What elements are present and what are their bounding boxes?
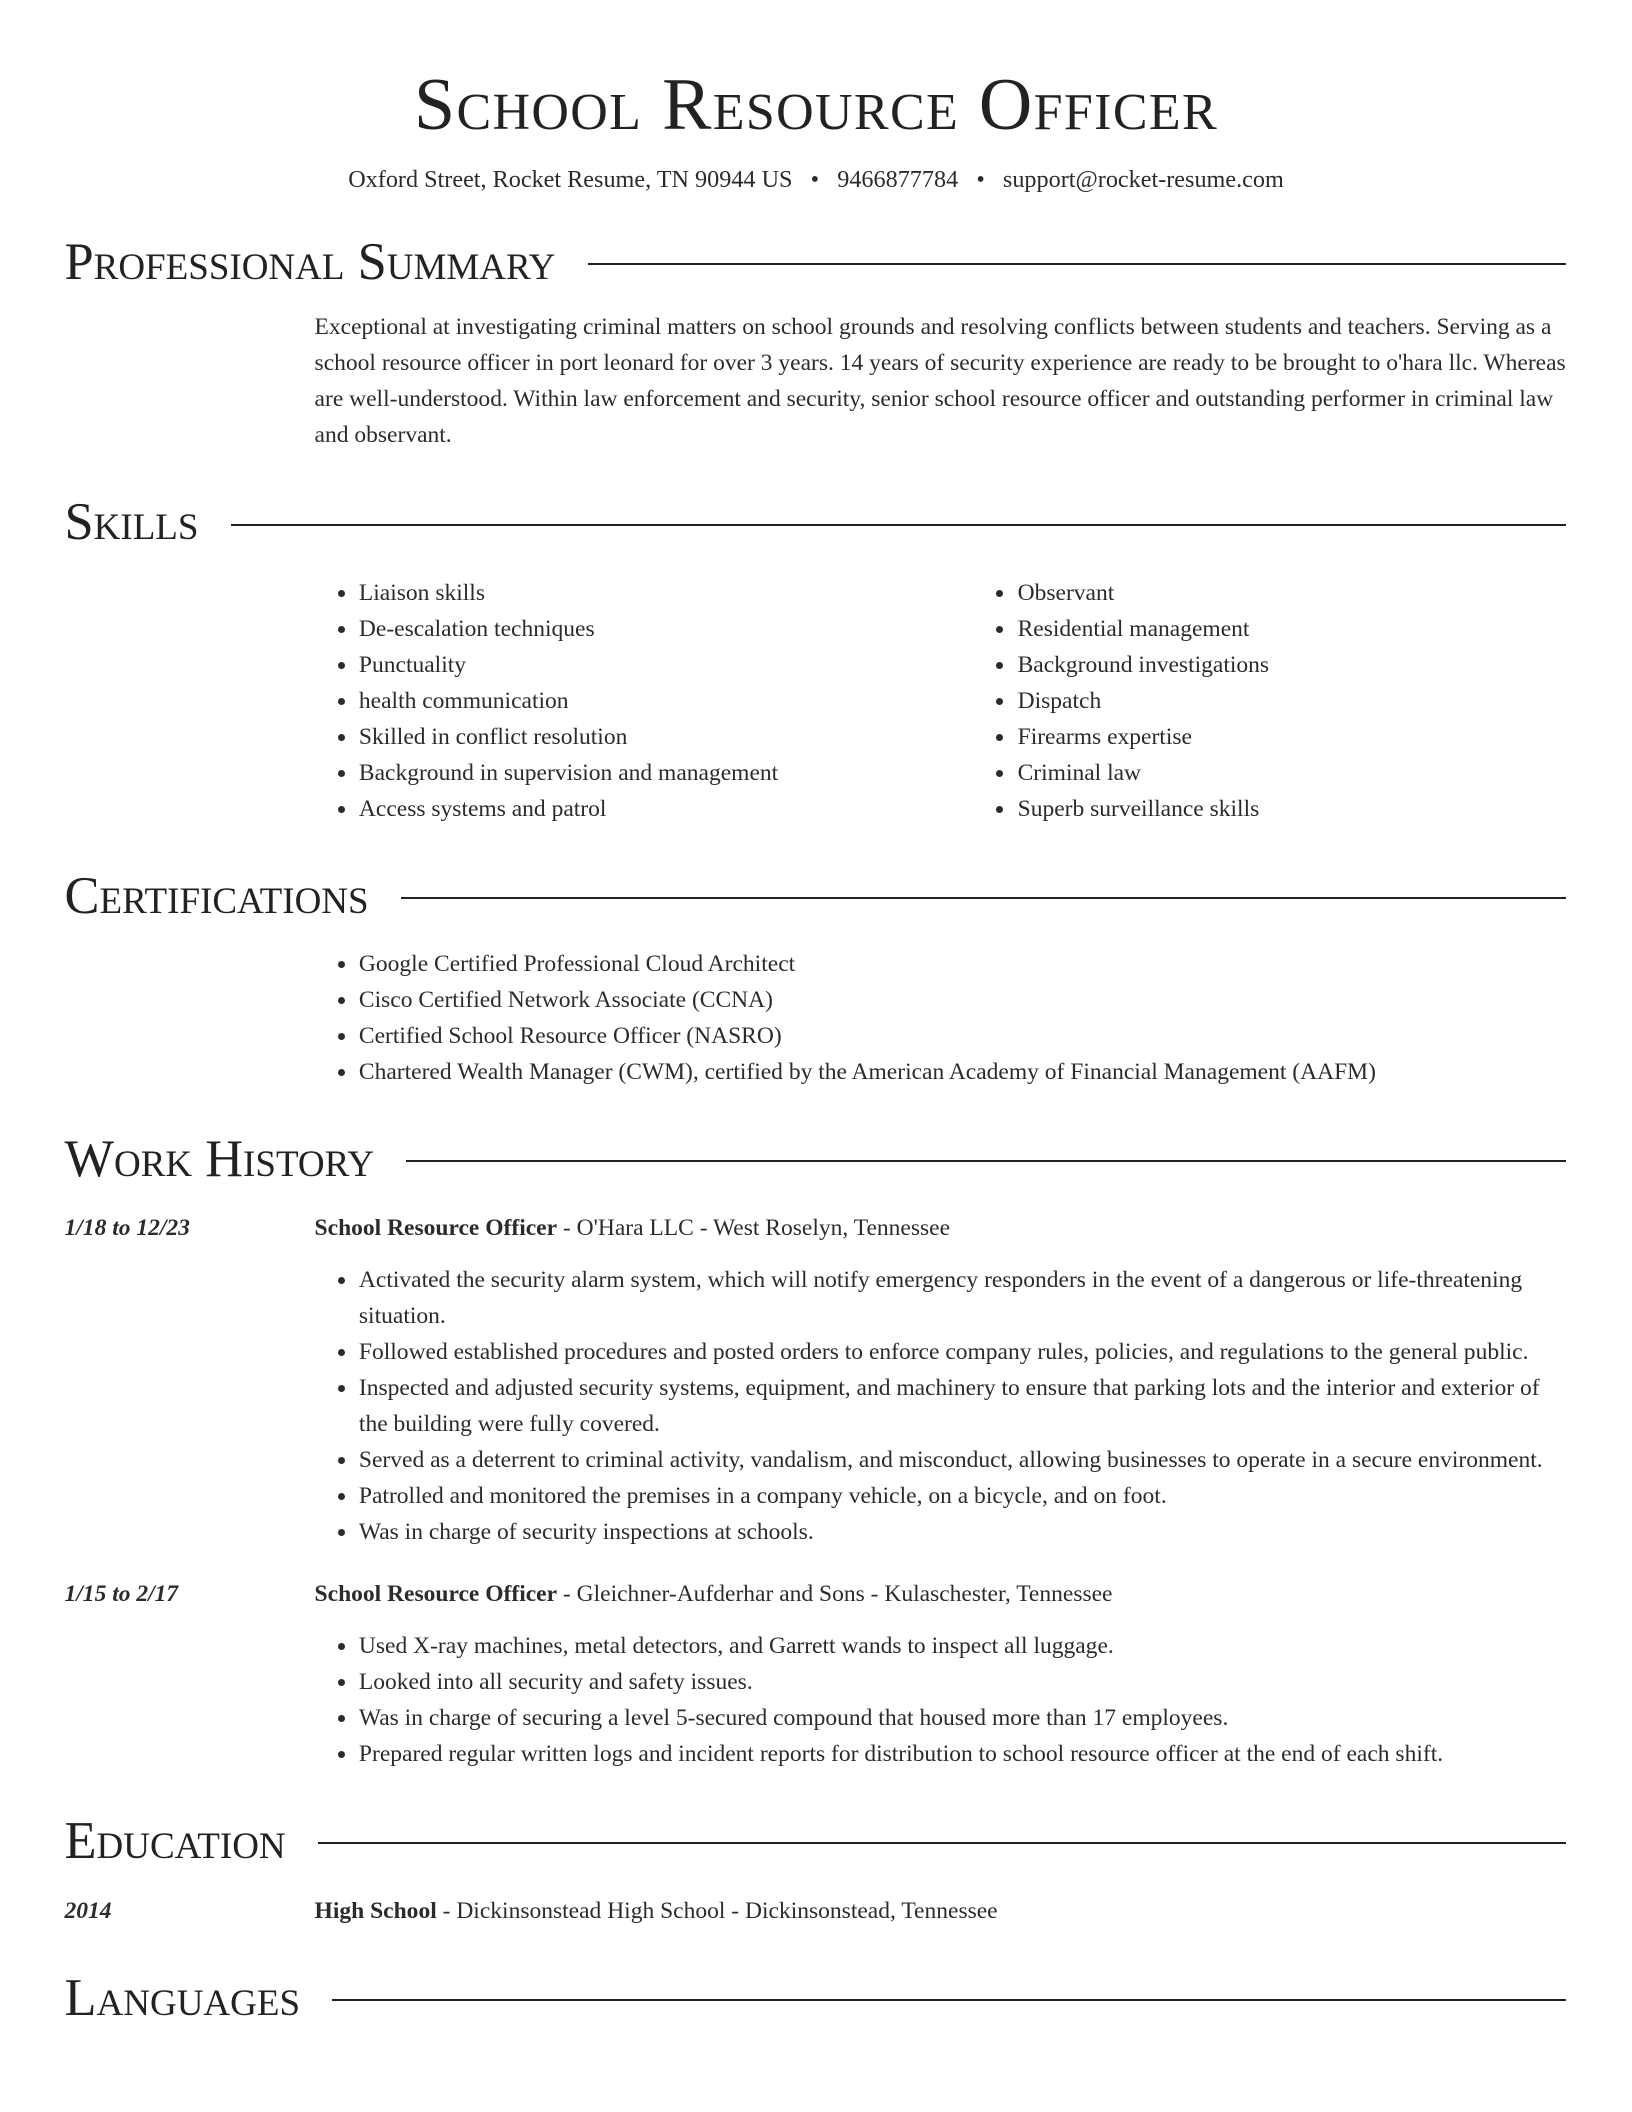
- skill-item: • Superb surveillance skills: [1016, 792, 1632, 828]
- job-employer-location: - O'Hara LLC - West Roselyn, Tennessee: [557, 1215, 951, 1242]
- job-duties-list: [315, 1629, 1567, 1773]
- certification-item: • Google Certified Professional Cloud Architect: [358, 947, 1567, 983]
- skill-item: • Observant: [1016, 576, 1632, 612]
- section-title: Professional Summary: [64, 232, 556, 291]
- professional-summary-section: [65, 234, 1567, 454]
- certification-item: • Certified School Resource Officer (NASRO): [358, 1019, 1567, 1055]
- job-employer-location: - Gleichner-Aufderhar and Sons - Kulaschester, Tennessee: [557, 1581, 1113, 1608]
- job-dates: 1/18 to 12/23: [64, 1215, 190, 1242]
- section-divider: [588, 263, 1567, 265]
- contact-email: support@rocket-resume.com: [1002, 165, 1284, 193]
- job-dates: 1/15 to 2/17: [64, 1581, 179, 1608]
- certification-item: • Cisco Certified Network Associate (CCNA): [358, 983, 1567, 1019]
- job-duty: • Patrolled and monitored the premises in a company vehicle, on a bicycle, and on foot.: [358, 1479, 1567, 1515]
- summary-text: Exceptional at investigating criminal matters on school grounds and resolving conflicts between students and teachers. Serving as a school resource officer in port leonard for over 3 years. 14 years of security experience are ready to be brought to o'hara llc. Whereas are well-understood. Within law enforcement and security, senior school resource officer and outstanding performer in criminal law and observant.: [314, 314, 1566, 449]
- contact-phone: 9466877784: [837, 165, 959, 193]
- section-header: [65, 1131, 1567, 1189]
- skill-item: • Dispatch: [1016, 684, 1632, 720]
- job-duty: • Was in charge of security inspections at schools.: [358, 1515, 1567, 1551]
- skill-item: • health communication: [358, 684, 974, 720]
- section-header: [65, 1970, 1567, 2028]
- section-title: Skills: [64, 493, 199, 552]
- section-divider: [401, 897, 1566, 899]
- skill-item: • Liaison skills: [358, 576, 974, 612]
- skills-list-right: [973, 576, 1632, 827]
- section-header: [65, 234, 1567, 292]
- job-entry: [65, 1211, 1567, 1550]
- section-header: [65, 1813, 1567, 1871]
- skill-item: • Punctuality: [358, 648, 974, 684]
- section-divider: [332, 1999, 1566, 2001]
- education-school-location: - Dickinsonstead High School - Dickinsonstead, Tennessee: [436, 1897, 998, 1924]
- skills-section: [65, 494, 1567, 827]
- section-header: [65, 494, 1567, 552]
- job-duty: • Served as a deterrent to criminal activity, vandalism, and misconduct, allowing businesses to operate in a secure environment.: [358, 1443, 1567, 1479]
- skill-item: • Access systems and patrol: [358, 792, 974, 828]
- section-divider: [406, 1160, 1566, 1162]
- certifications-list: [315, 947, 1567, 1091]
- skills-list-left: [315, 576, 974, 827]
- section-header: [65, 868, 1567, 926]
- section-divider: [231, 524, 1566, 526]
- job-content: [315, 1577, 1567, 1773]
- education-content: [315, 1894, 1567, 1930]
- skill-item: • Skilled in conflict resolution: [358, 720, 974, 756]
- section-title: Certifications: [64, 866, 369, 925]
- candidate-name: School Resource Officer: [414, 62, 1218, 145]
- job-content: [315, 1211, 1567, 1550]
- job-title: School Resource Officer: [314, 1581, 558, 1608]
- skill-item: • Criminal law: [1016, 756, 1632, 792]
- job-entry: [65, 1577, 1567, 1773]
- certification-item: • Chartered Wealth Manager (CWM), certified by the American Academy of Financial Management (AAFM): [358, 1055, 1567, 1091]
- section-title: Education: [64, 1812, 286, 1871]
- resume-header: [0, 0, 1632, 194]
- job-duty: • Prepared regular written logs and incident reports for distribution to school resource officer at the end of each shift.: [358, 1737, 1567, 1773]
- skill-item: • Background investigations: [1016, 648, 1632, 684]
- job-duty: • Looked into all security and safety issues.: [358, 1665, 1567, 1701]
- contact-separator: •: [976, 165, 985, 193]
- education-entry: [65, 1894, 1567, 1930]
- work-history-section: [65, 1131, 1567, 1773]
- job-duty: • Followed established procedures and posted orders to enforce company rules, policies, and regulations to the general public.: [358, 1335, 1567, 1371]
- skill-item: • Firearms expertise: [1016, 720, 1632, 756]
- job-duty: • Inspected and adjusted security systems, equipment, and machinery to ensure that parking lots and the interior and exterior of the building were fully covered.: [358, 1371, 1567, 1443]
- contact-address: Oxford Street, Rocket Resume, TN 90944 US: [348, 165, 793, 193]
- skill-item: • De-escalation techniques: [358, 612, 974, 648]
- skills-columns: [315, 576, 1567, 827]
- education-degree: High School: [314, 1897, 437, 1924]
- job-heading: [315, 1211, 1567, 1247]
- education-year: 2014: [64, 1897, 112, 1924]
- skill-item: • Residential management: [1016, 612, 1632, 648]
- skill-item: • Background in supervision and management: [358, 756, 974, 792]
- job-heading: [315, 1577, 1567, 1613]
- job-duty: • Was in charge of securing a level 5-secured compound that housed more than 17 employees.: [358, 1701, 1567, 1737]
- contact-separator: •: [810, 165, 820, 193]
- section-title: Work History: [64, 1129, 374, 1188]
- job-duties-list: [315, 1263, 1567, 1550]
- education-section: [65, 1813, 1567, 1929]
- section-title: Languages: [64, 1968, 301, 2027]
- contact-line: [0, 166, 1632, 194]
- certifications-section: [65, 868, 1567, 1091]
- education-heading: [315, 1894, 1567, 1930]
- section-divider: [318, 1842, 1566, 1844]
- certifications-body: [315, 947, 1567, 1091]
- job-duty: • Used X-ray machines, metal detectors, and Garrett wands to inspect all luggage.: [358, 1629, 1567, 1665]
- languages-section: [65, 1970, 1567, 2028]
- job-title: School Resource Officer: [314, 1215, 558, 1242]
- job-duty: • Activated the security alarm system, which will notify emergency responders in the event of a dangerous or life-threatening situation.: [358, 1263, 1567, 1335]
